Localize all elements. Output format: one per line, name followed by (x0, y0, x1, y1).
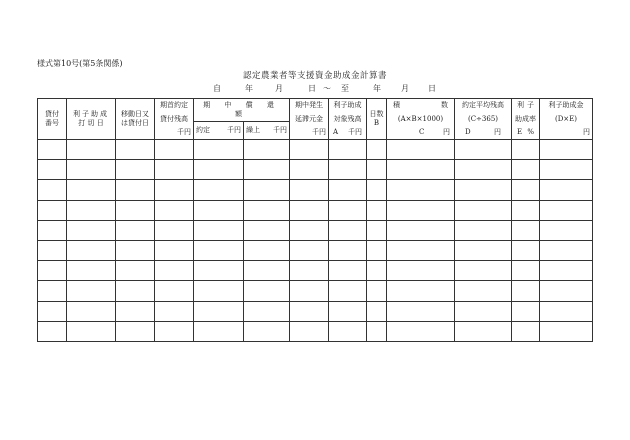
table-cell[interactable] (512, 301, 540, 321)
table-cell[interactable] (290, 240, 329, 260)
period-line (213, 83, 443, 95)
table-cell[interactable] (244, 220, 290, 240)
table-cell[interactable] (329, 200, 367, 220)
table-cell[interactable] (512, 180, 540, 200)
table-cell[interactable] (387, 200, 455, 220)
table-row (38, 281, 593, 301)
table-cell[interactable] (290, 140, 329, 160)
table-cell[interactable] (67, 220, 116, 240)
table-cell[interactable] (329, 160, 367, 180)
table-cell[interactable] (67, 200, 116, 220)
period-from: 自 (213, 84, 221, 93)
table-cell[interactable] (155, 301, 194, 321)
table-cell[interactable] (194, 321, 244, 341)
table-cell[interactable] (387, 180, 455, 200)
header-repay-early: 繰上 千円 (244, 122, 290, 140)
table-cell[interactable] (367, 261, 387, 281)
table-cell[interactable] (387, 220, 455, 240)
table-cell[interactable] (67, 160, 116, 180)
table-cell[interactable] (244, 160, 290, 180)
table-cell[interactable] (329, 240, 367, 260)
table-cell[interactable] (540, 301, 593, 321)
table-row (38, 180, 593, 200)
table-cell[interactable] (367, 281, 387, 301)
table-cell[interactable] (38, 160, 67, 180)
header-move-date: 移動日又 は貸付日 (116, 99, 155, 140)
table-cell[interactable] (67, 180, 116, 200)
table-cell[interactable] (38, 261, 67, 281)
table-cell[interactable] (38, 240, 67, 260)
header-loan-number: 貸付 番号 (38, 99, 67, 140)
table-cell[interactable] (38, 140, 67, 160)
header-target-balance: 利子助成 対象残高 A 千円 (329, 99, 367, 140)
table-row (38, 140, 593, 160)
table-cell[interactable] (116, 200, 155, 220)
table-cell[interactable] (367, 140, 387, 160)
table-cell[interactable] (367, 321, 387, 341)
table-cell[interactable] (455, 140, 512, 160)
table-cell[interactable] (38, 200, 67, 220)
table-cell[interactable] (540, 220, 593, 240)
period-tilde: ～ (323, 84, 331, 93)
table-cell[interactable] (367, 160, 387, 180)
table-cell[interactable] (455, 281, 512, 301)
table-cell[interactable] (155, 321, 194, 341)
table-cell[interactable] (194, 220, 244, 240)
document-title: 認定農業者等支援資金助成金計算書 (242, 71, 387, 81)
table-row (38, 321, 593, 341)
table-cell[interactable] (244, 281, 290, 301)
table-cell[interactable] (540, 160, 593, 180)
table-cell[interactable] (244, 321, 290, 341)
table-cell[interactable] (116, 180, 155, 200)
table-row (38, 160, 593, 180)
table-cell[interactable] (512, 240, 540, 260)
table-cell[interactable] (38, 220, 67, 240)
table-cell[interactable] (290, 261, 329, 281)
table-cell[interactable] (512, 140, 540, 160)
table-cell[interactable] (367, 301, 387, 321)
table-cell[interactable] (540, 240, 593, 260)
table-cell[interactable] (512, 321, 540, 341)
period-to: 至 (341, 84, 349, 93)
table-cell[interactable] (455, 261, 512, 281)
table-cell[interactable] (67, 281, 116, 301)
table-cell[interactable] (244, 301, 290, 321)
table-cell[interactable] (387, 261, 455, 281)
period-month-2: 月 (401, 84, 409, 93)
table-cell[interactable] (155, 200, 194, 220)
header-overdue-principal: 期中発生 延滞元金 千円 (290, 99, 329, 140)
header-average-balance: 約定平均残高 (C÷365) D 円 (455, 99, 512, 140)
period-day-1: 日 (308, 84, 316, 93)
table-row (38, 261, 593, 281)
table-cell[interactable] (387, 301, 455, 321)
table-cell[interactable] (38, 321, 67, 341)
table-cell[interactable] (155, 261, 194, 281)
table-cell[interactable] (155, 220, 194, 240)
table-cell[interactable] (329, 140, 367, 160)
table-cell[interactable] (367, 200, 387, 220)
table-cell[interactable] (512, 261, 540, 281)
table-cell[interactable] (116, 160, 155, 180)
table-cell[interactable] (540, 200, 593, 220)
table-cell[interactable] (290, 180, 329, 200)
table-cell[interactable] (367, 180, 387, 200)
table-cell[interactable] (194, 240, 244, 260)
table-cell[interactable] (244, 180, 290, 200)
table-cell[interactable] (290, 321, 329, 341)
header-repayment: 期 中 償 還 額 (194, 99, 290, 122)
table-cell[interactable] (540, 180, 593, 200)
table-cell[interactable] (194, 281, 244, 301)
table-cell[interactable] (329, 180, 367, 200)
table-cell[interactable] (512, 160, 540, 180)
table-cell[interactable] (387, 321, 455, 341)
table-cell[interactable] (155, 180, 194, 200)
header-opening-balance: 期首約定 貸付残高 千円 (155, 99, 194, 140)
table-cell[interactable] (455, 321, 512, 341)
table-cell[interactable] (367, 220, 387, 240)
table-cell[interactable] (367, 240, 387, 260)
table-row (38, 301, 593, 321)
header-product: 積 数 (A×B×1000) C 円 (387, 99, 455, 140)
table-cell[interactable] (290, 200, 329, 220)
table-cell[interactable] (387, 240, 455, 260)
period-month-1: 月 (275, 84, 283, 93)
header-days: 日数 B (367, 99, 387, 140)
table-cell[interactable] (194, 160, 244, 180)
header-subsidy-rate: 利 子 助成率 E % (512, 99, 540, 140)
table-cell[interactable] (116, 220, 155, 240)
table-cell[interactable] (512, 200, 540, 220)
table-cell[interactable] (540, 321, 593, 341)
form-number: 様式第10号(第5条関係) (37, 59, 123, 68)
table-cell[interactable] (194, 261, 244, 281)
table-cell[interactable] (387, 140, 455, 160)
table-cell[interactable] (244, 240, 290, 260)
table-cell[interactable] (512, 220, 540, 240)
table-cell[interactable] (155, 160, 194, 180)
period-year-1: 年 (245, 84, 253, 93)
table-cell[interactable] (329, 301, 367, 321)
table-cell[interactable] (455, 220, 512, 240)
table-row (38, 240, 593, 260)
table-cell[interactable] (455, 301, 512, 321)
table-cell[interactable] (329, 261, 367, 281)
period-day-2: 日 (428, 84, 436, 93)
table-cell[interactable] (540, 261, 593, 281)
table-cell[interactable] (38, 180, 67, 200)
table-cell[interactable] (194, 140, 244, 160)
period-year-2: 年 (373, 84, 381, 93)
table-cell[interactable] (194, 180, 244, 200)
header-subsidy-end-date: 利子助成 打 切 日 (67, 99, 116, 140)
table-cell[interactable] (67, 140, 116, 160)
table-cell[interactable] (540, 281, 593, 301)
table-cell[interactable] (455, 160, 512, 180)
table-cell[interactable] (116, 281, 155, 301)
table-cell[interactable] (290, 301, 329, 321)
table-cell[interactable] (116, 301, 155, 321)
table-cell[interactable] (116, 140, 155, 160)
header-subsidy-amount: 利子助成金 (D×E) 円 (540, 99, 593, 140)
table-cell[interactable] (290, 281, 329, 301)
table-body (38, 140, 593, 342)
table-cell[interactable] (155, 281, 194, 301)
table-cell[interactable] (329, 220, 367, 240)
table-cell[interactable] (155, 140, 194, 160)
table-cell[interactable] (290, 220, 329, 240)
calculation-table (37, 98, 593, 342)
table-cell[interactable] (67, 240, 116, 260)
table-cell[interactable] (155, 240, 194, 260)
table-cell[interactable] (67, 301, 116, 321)
header-repay-contract: 約定 千円 (194, 122, 244, 140)
table-cell[interactable] (540, 140, 593, 160)
table-cell[interactable] (329, 281, 367, 301)
table-cell[interactable] (244, 261, 290, 281)
table-cell[interactable] (455, 240, 512, 260)
table-cell[interactable] (67, 321, 116, 341)
table-cell[interactable] (455, 200, 512, 220)
table-cell[interactable] (116, 321, 155, 341)
table-row (38, 220, 593, 240)
table-cell[interactable] (67, 261, 116, 281)
table-cell[interactable] (194, 301, 244, 321)
table-cell[interactable] (387, 281, 455, 301)
table-cell[interactable] (329, 321, 367, 341)
table-cell[interactable] (244, 140, 290, 160)
table-cell[interactable] (455, 180, 512, 200)
table-cell[interactable] (290, 160, 329, 180)
table-cell[interactable] (38, 281, 67, 301)
table-cell[interactable] (38, 301, 67, 321)
table-cell[interactable] (387, 160, 455, 180)
table-cell[interactable] (194, 200, 244, 220)
table-cell[interactable] (116, 240, 155, 260)
table-cell[interactable] (512, 281, 540, 301)
table-cell[interactable] (244, 200, 290, 220)
table-row (38, 200, 593, 220)
table-cell[interactable] (116, 261, 155, 281)
